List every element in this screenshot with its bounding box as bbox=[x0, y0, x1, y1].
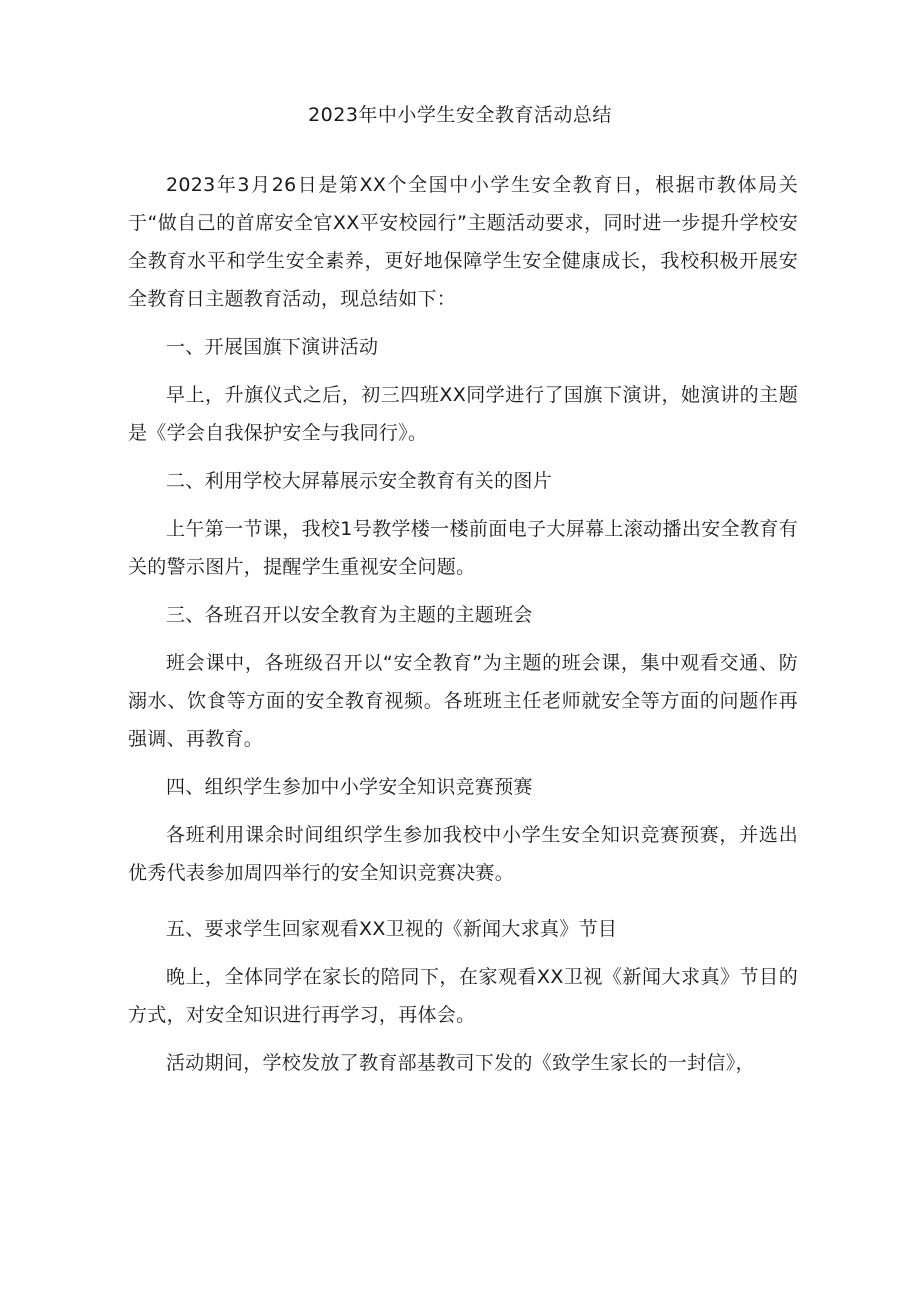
intro-paragraph: 2023年3月26日是第XX个全国中小学生安全教育日，根据市教体局关于“做自己的首席安全官XX平安校园行”主题活动要求，同时进一步提升学校安全教育水平和学生安全素养，更好地保障学生安全健康成长，我校积极开展安全教育日主题教育活动，现总结如下： bbox=[128, 174, 798, 310]
document-title: 2023年中小学生安全教育活动总结 bbox=[308, 104, 612, 126]
section-heading-4: 四、组织学生参加中小学安全知识竞赛预赛 bbox=[166, 776, 533, 798]
section-body-5: 晚上，全体同学在家长的陪同下，在家观看XX卫视《新闻大求真》节目的方式，对安全知识进行再学习，再体会。 bbox=[128, 966, 798, 1026]
section-heading-2: 二、利用学校大屏幕展示安全教育有关的图片 bbox=[166, 470, 553, 492]
section-body-3: 班会课中，各班级召开以“安全教育”为主题的班会课，集中观看交通、防溺水、饮食等方面的安全教育视频。各班班主任老师就安全等方面的问题作再强调、再教育。 bbox=[128, 652, 798, 750]
section-body-1: 早上，升旗仪式之后，初三四班XX同学进行了国旗下演讲，她演讲的主题是《学会自我保护安全与我同行》。 bbox=[128, 384, 798, 444]
section-body-4: 各班利用课余时间组织学生参加我校中小学生安全知识竞赛预赛，并选出优秀代表参加周四举行的安全知识竞赛决赛。 bbox=[128, 824, 798, 884]
closing-paragraph: 活动期间，学校发放了教育部基教司下发的《致学生家长的一封信》， bbox=[166, 1052, 755, 1074]
document-body bbox=[128, 166, 798, 1082]
section-heading-5: 五、要求学生回家观看XX卫视的《新闻大求真》节目 bbox=[166, 918, 618, 940]
section-body-2: 上午第一节课，我校1号教学楼一楼前面电子大屏幕上滚动播出安全教育有关的警示图片，提醒学生重视安全问题。 bbox=[128, 518, 798, 578]
section-heading-1: 一、开展国旗下演讲活动 bbox=[166, 336, 379, 358]
section-heading-3: 三、各班召开以安全教育为主题的主题班会 bbox=[166, 604, 533, 626]
